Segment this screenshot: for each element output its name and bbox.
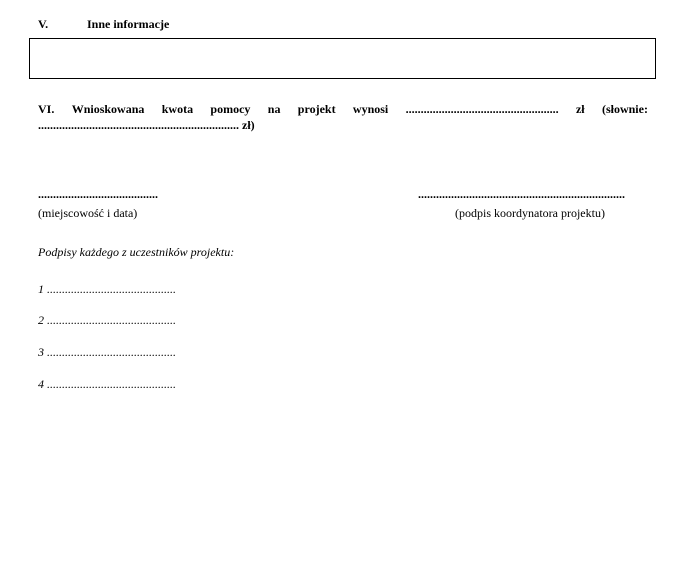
participant-signature-line[interactable]: 2 ........................................... [38, 313, 176, 327]
currency-label: zł [575, 102, 585, 116]
participants-signatures-heading: Podpisy każdego z uczestników projektu: [38, 245, 235, 259]
section-vi-word: projekt [297, 102, 336, 116]
section-v-number: V. [38, 17, 49, 31]
in-words-label: (słownie: [601, 102, 648, 116]
section-vi-word: Wnioskowana [71, 102, 145, 116]
coordinator-signature-dotted-field[interactable]: ..................................................................... [418, 187, 625, 201]
section-v-title: Inne informacje [87, 17, 170, 31]
section-vi-line-1 [38, 102, 648, 117]
amount-dotted-field[interactable]: ................................................... [405, 102, 559, 116]
participant-signature-line[interactable]: 4 ........................................... [38, 377, 176, 391]
section-vi-number: VI. [38, 102, 55, 116]
participant-signature-line[interactable]: 3 ........................................... [38, 345, 176, 359]
other-information-field[interactable] [29, 38, 656, 79]
place-date-dotted-field[interactable]: ........................................ [38, 187, 158, 201]
coordinator-signature-label: (podpis koordynatora projektu) [455, 206, 605, 220]
section-vi-word: kwota [161, 102, 194, 116]
section-vi-word: na [267, 102, 281, 116]
amount-in-words-field[interactable]: ................................................................... zł) [38, 118, 255, 132]
section-vi-word: wynosi [352, 102, 389, 116]
section-vi-word: pomocy [210, 102, 251, 116]
place-date-label: (miejscowość i data) [38, 206, 138, 220]
participant-signature-line[interactable]: 1 ........................................... [38, 282, 176, 296]
